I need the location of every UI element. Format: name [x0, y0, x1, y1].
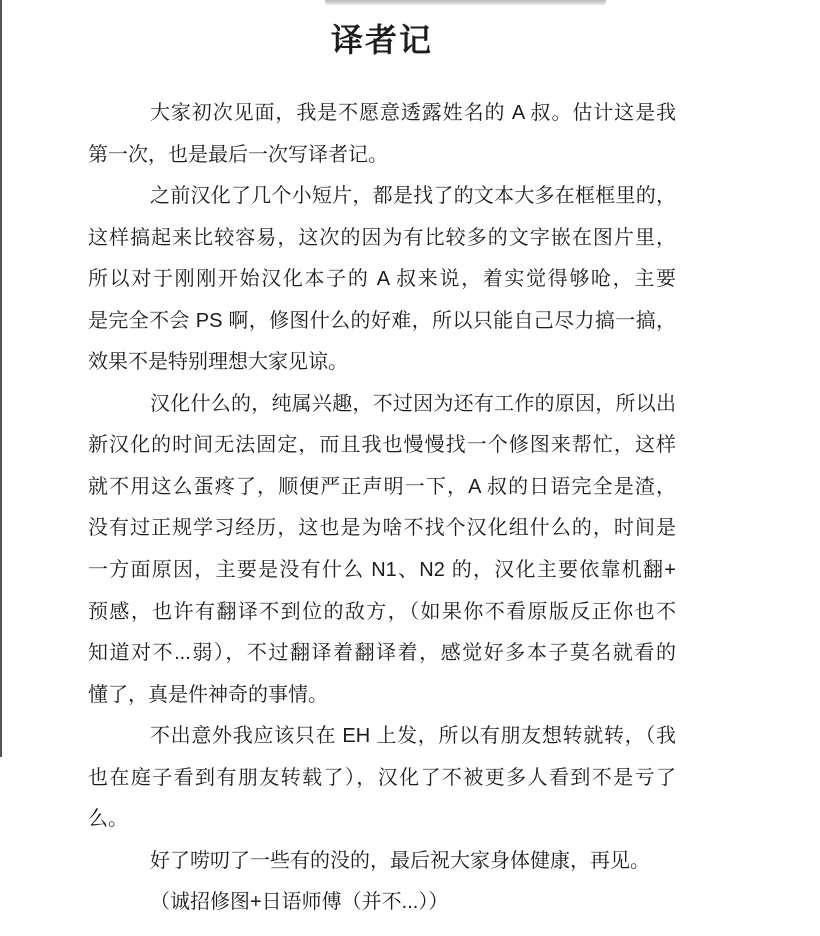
text-line: 么。 — [88, 808, 128, 831]
text-line: 新汉化的时间无法固定，而且我也慢慢找一个修图来帮忙，这样 — [88, 434, 676, 457]
text-line: 之前汉化了几个小短片，都是找了的文本大多在框框里的， — [150, 185, 676, 208]
text-line: 大家初次见面，我是不愿意透露姓名的 A 叔。估计这是我 — [150, 102, 676, 124]
text-line: 好了唠叨了一些有的没的，最后祝大家身体健康，再见。 — [150, 849, 650, 872]
document-page — [88, 0, 676, 924]
text-line: 也在庭子看到有朋友转载了），汉化了不被更多人看到不是亏了 — [88, 766, 676, 789]
text-line: 所以对于刚刚开始汉化本子的 A 叔来说，着实觉得够呛，主要 — [88, 268, 676, 291]
text-line: 懂了，真是件神奇的事情。 — [88, 683, 328, 706]
page-title: 译者记 — [330, 22, 433, 58]
text-line: 一方面原因，主要是没有什么 N1、N2 的，汉化主要依靠机翻+ — [88, 559, 676, 582]
text-line: 汉化什么的，纯属兴趣，不过因为还有工作的原因，所以出 — [150, 392, 676, 415]
text-line: （诚招修图+日语师傅（并不...）） — [150, 891, 449, 914]
text-line: 不出意外我应该只在 EH 上发，所以有朋友想转就转，（我 — [150, 725, 676, 748]
text-line: 预感，也许有翻译不到位的敌方，（如果你不看原版反正你也不 — [88, 600, 676, 623]
text-line: 是完全不会 PS 啊，修图什么的好难，所以只能自己尽力搞一搞， — [88, 309, 676, 332]
text-line: 就不用这么蛋疼了，顺便严正声明一下，A 叔的日语完全是渣， — [88, 475, 676, 498]
text-line: 这样搞起来比较容易，这次的因为有比较多的文字嵌在图片里， — [88, 226, 676, 249]
left-edge-line — [0, 0, 2, 757]
text-line: 第一次，也是最后一次写译者记。 — [88, 143, 388, 166]
text-line: 知道对不...弱），不过翻译着翻译着，感觉好多本子莫名就看的 — [88, 642, 676, 665]
body-text — [88, 93, 676, 924]
text-line: 没有过正规学习经历，这也是为啥不找个汉化组什么的，时间是 — [88, 517, 676, 540]
text-line: 效果不是特别理想大家见谅。 — [88, 351, 348, 374]
